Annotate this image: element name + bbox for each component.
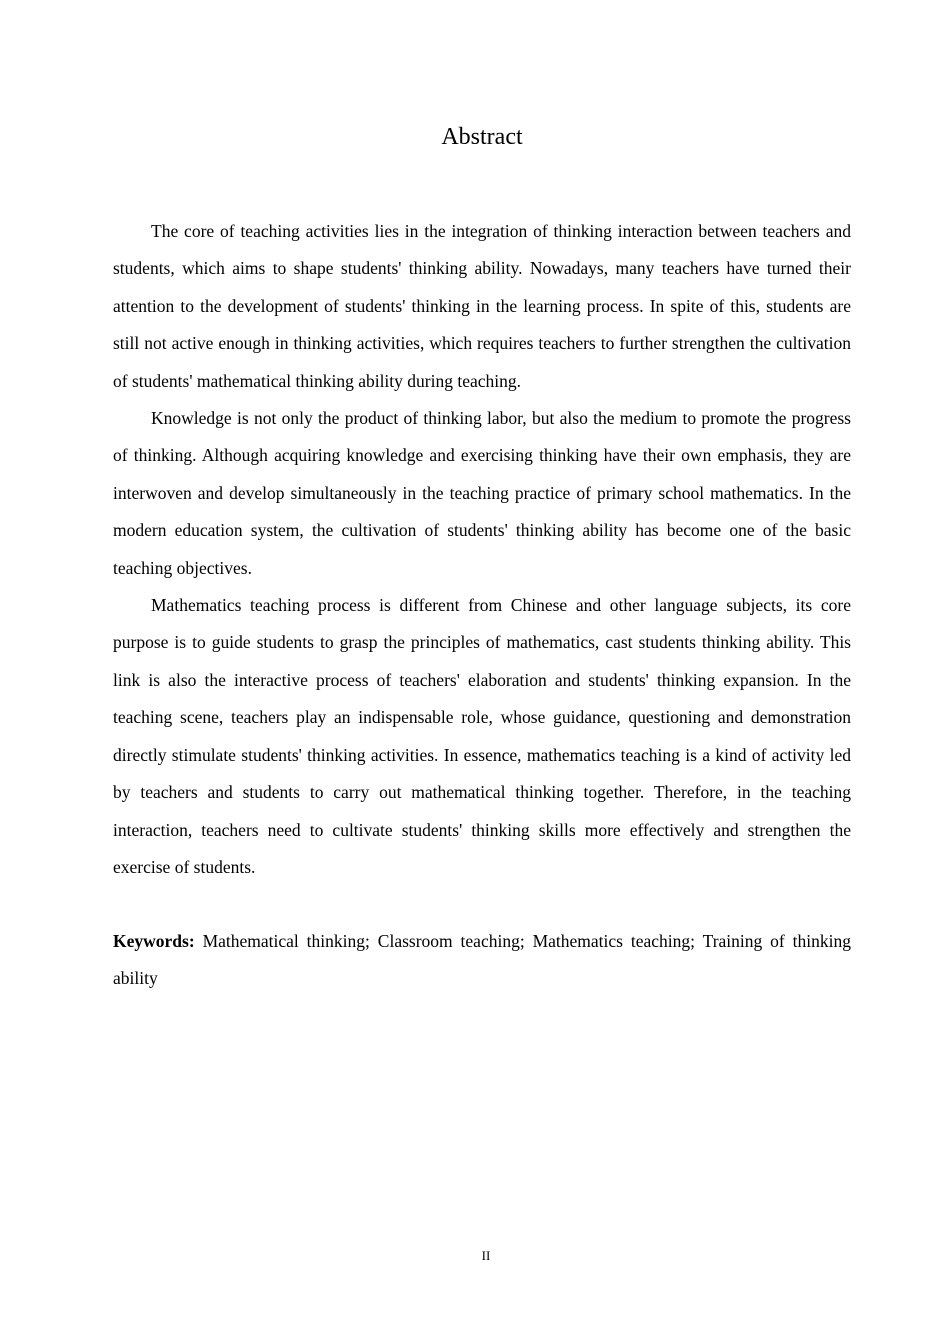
paragraph: The core of teaching activities lies in the integration of thinking interaction between teachers and students, which aims to shape students' thinking ability. Nowadays, many teachers have turned their attention to the development of students' thinking in the learning process. In spite of this, students are still not active enough in thinking activities, which requires teachers to further strengthen the cultivation of students' mathematical thinking ability during teaching. [113, 221, 851, 391]
keywords-label: Keywords: [113, 931, 195, 951]
paragraph: Knowledge is not only the product of thinking labor, but also the medium to promote the progress of thinking. Although acquiring knowledge and exercising thinking have their own emphasis, they are interwoven and develop simultaneously in the teaching practice of primary school mathematics. In the modern education system, the cultivation of students' thinking ability has become one of the basic teaching objectives. [113, 408, 851, 578]
page-number: II [481, 1248, 491, 1263]
keywords-text: Mathematical thinking; Classroom teaching; Mathematics teaching; Training of thinking ability [113, 931, 851, 989]
page-title: Abstract [441, 124, 523, 150]
abstract-body [113, 213, 851, 886]
paragraph: Mathematics teaching process is different from Chinese and other language subjects, its core purpose is to guide students to grasp the principles of mathematics, cast students thinking ability. This link is also the interactive process of teachers' elaboration and students' thinking expansion. In the teaching scene, teachers play an indispensable role, whose guidance, questioning and demonstration directly stimulate students' thinking activities. In essence, mathematics teaching is a kind of activity led by teachers and students to carry out mathematical thinking together. Therefore, in the teaching interaction, teachers need to cultivate students' thinking skills more effectively and strengthen the exercise of students. [113, 595, 851, 877]
keywords [113, 923, 851, 998]
